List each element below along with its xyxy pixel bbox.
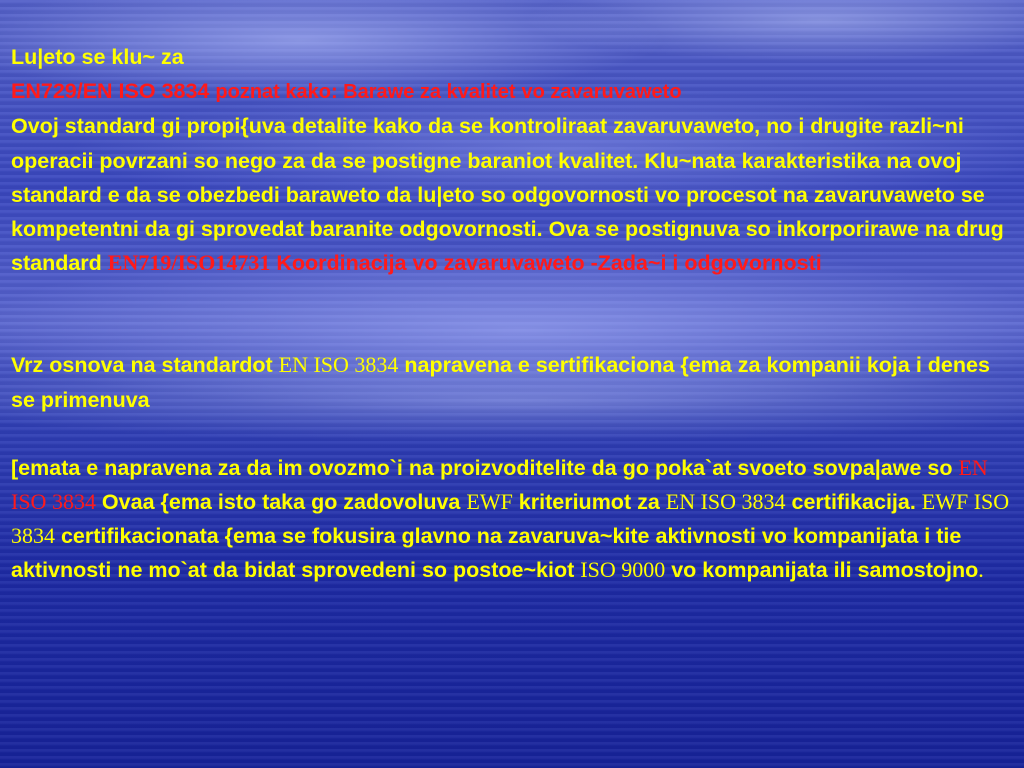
intro-line: Lu|eto se klu~ za: [11, 45, 184, 69]
linked-standard-title: Koordinacija vo zavaruvaweto -Zada~i i odgovornosti: [270, 251, 822, 276]
p2-standard: EN ISO 3834: [278, 352, 399, 378]
p3-part5: certifikacionata {ema se fokusira glavno na zavaruva~kite aktivnosti vo kompanijata i tie aktivnosti ne mo`at da bidat sprovedeni so postoe~kiot: [11, 524, 962, 583]
standard-name-rest: vo zavaruvaweto: [521, 81, 682, 104]
paragraph-iso3834-intro: [11, 40, 1016, 280]
p3-part4: certifikacija.: [785, 490, 922, 515]
linked-standard: EN719/ISO14731: [107, 250, 271, 276]
paragraph-scheme-details: [11, 451, 1016, 588]
standard-name-red: poznat kako: Barawe za kvalitet: [215, 81, 516, 104]
p3-part3: kriteriumot za: [512, 490, 666, 515]
p3-period: .: [978, 557, 984, 583]
paragraph-certification-scheme: [11, 348, 1016, 416]
p2-before: Vrz osnova na standardot: [11, 353, 279, 378]
intro-body: Ovoj standard gi propi{uva detalite kako da se kontroliraat zavaruvaweto, no i drugite razli~ni operacii povrzani so nego za da se postigne baraniot kvalitet. Klu~nata karakteristika na ovoj standard e da se obezbedi baraweto da lu|eto so odgovornosti vo procesot na zavaruvaweto se kompetentni da gi sprovedat baranite odgovornosti. Ova se postignuva so inkorporirawe na drug standard: [11, 114, 1004, 276]
p3-part1: [emata e napravena za da im ovozmo`i na proizvoditelite da go poka`at svoeto sovpa|awe so: [11, 455, 959, 480]
p3-standard-red: EN ISO 3834: [11, 454, 988, 515]
standard-code: EN729/EN ISO 3834: [11, 79, 210, 104]
p3-iso9000: ISO 9000: [580, 557, 666, 583]
p3-ewf: EWF: [466, 489, 513, 515]
slide-text-box: [11, 40, 1016, 588]
p3-standard2: EN ISO 3834: [665, 489, 786, 515]
p3-part2: Ovaa {ema isto taka go zadovoluva: [95, 490, 467, 515]
p3-part6: vo kompanijata ili samostojno: [665, 558, 979, 583]
p2-after: napravena e sertifikaciona {ema za kompanii koja i denes se primenuva: [11, 353, 990, 412]
p3-ewf-iso: EWF ISO 3834: [11, 489, 1010, 549]
